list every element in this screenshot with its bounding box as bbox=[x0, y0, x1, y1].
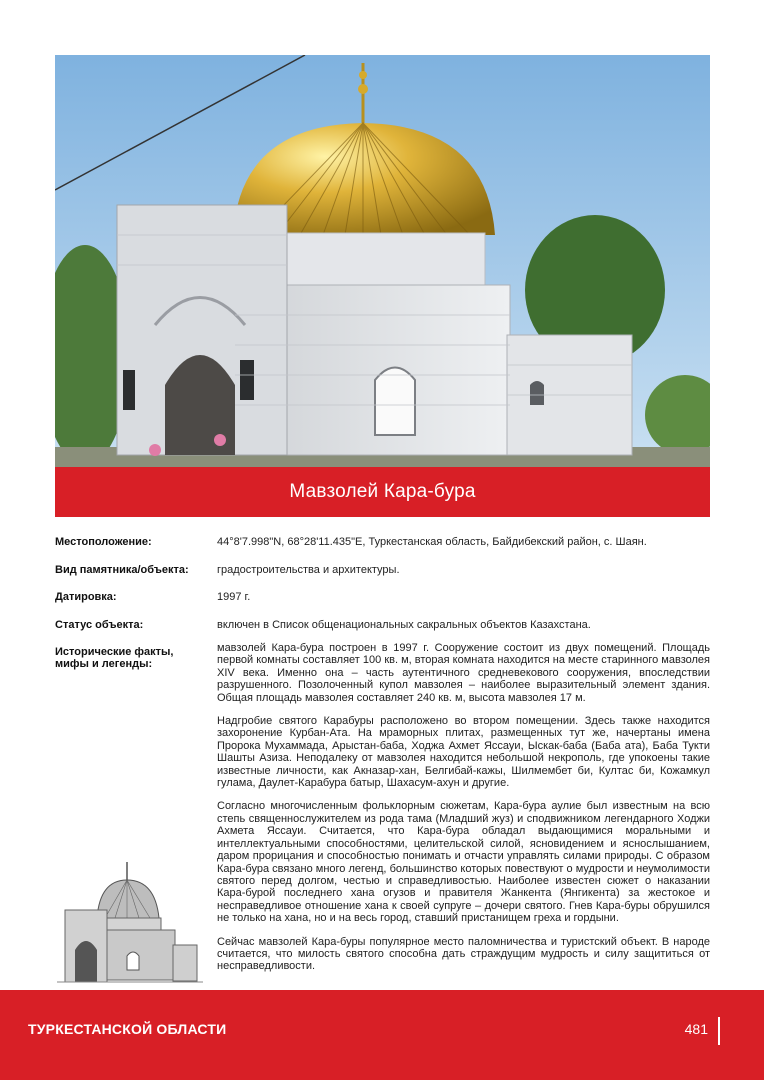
location-value: 44°8'7.998"N, 68°28'11.435"E, Туркестанская область, Байдибекский район, с. Шаян. bbox=[217, 536, 647, 548]
history-paragraph: Согласно многочисленным фольклорным сюжетам, Кара-бура аулие был известным на всю степь священнослужителем из рода тама (Младший жуз) и сподвижником легендарного Ходжи Ахмета Яссауи. Считается, что Кара-бура обладал выдающимися моральными и интеллектуальными способностями, целительской силой, ясновидением и яснослышанием, даром прорицания и способностью понимать и отчасти управлять силами природы. С образом Кара-бура связано много легенд, большинство которых повествуют о мудрости и неумолимости святого перед долгом, честью и справедливостью. Наиболее известен сюжет о наказании Кара-бурой последнего хана огузов и правителя Жанкента (Янгикента) за жестокое и несправедливое отношение хана к своей супруге – дочери святого. Гнев Кара-буры обрушился не только на хана, но и на весь город, ставший пристанищем греха и гордыни. bbox=[217, 800, 710, 925]
mausoleum-sketch bbox=[55, 860, 205, 990]
date-value: 1997 г. bbox=[217, 591, 251, 603]
history-paragraph: Сейчас мавзолей Кара-буры популярное место паломничества и туристский объект. В народе считается, что милость святого способна дать страждущим мудрость и силу защититься от несправедливости. bbox=[217, 935, 710, 973]
date-label: Датировка: bbox=[55, 591, 117, 603]
history-label: Исторические факты, мифы и легенды: bbox=[55, 646, 174, 671]
footer-divider bbox=[718, 1017, 720, 1045]
type-label: Вид памятника/объекта: bbox=[55, 564, 189, 576]
page-title: Мавзолей Кара-бура bbox=[55, 467, 710, 517]
history-paragraph: Надгробие святого Карабуры расположено во втором помещении. Здесь также находится захоронение Курбан-Ата. На мраморных плитах, размещенных тут же, начертаны имена Пророка Мухаммада, Арыстан-баба, Ходжа Ахмет Яссауи, Ыскак-баба (Баба ата), Баба Тукти Шашты Азиза. Неподалеку от мавзолея находится небольшой некрополь, где упокоены такие известные личности, как Акназар-хан, Белгибай-кажы, Шилмембет би, Култас би, Кожамкул гулама, Даулет-Карабура батыр, Шахасум-ахун и другие. bbox=[217, 715, 710, 790]
footer-band bbox=[0, 990, 764, 1080]
history-paragraph: мавзолей Кара-бура построен в 1997 г. Сооружение состоит из двух помещений. Площадь первой комнаты составляет 100 кв. м, вторая комната находится на месте старинного мавзолея XIV века. Именно она – часть аутентичного средневекового сооружения, впоследствии разрушенного. Позолоченный купол мавзолея – наиболее выразительный элемент здания. Общая площадь мавзолея составляет 240 кв. м, высота мавзолея 17 м. bbox=[217, 642, 710, 704]
location-label: Местоположение: bbox=[55, 536, 152, 548]
status-value: включен в Список общенациональных сакральных объектов Казахстана. bbox=[217, 619, 591, 631]
status-label: Статус объекта: bbox=[55, 619, 144, 631]
page-number: 481 bbox=[684, 1021, 708, 1037]
type-value: градостроительства и архитектуры. bbox=[217, 564, 400, 576]
footer-region: ТУРКЕСТАНСКОЙ ОБЛАСТИ bbox=[28, 1021, 227, 1037]
history-text bbox=[217, 642, 710, 984]
mausoleum-photo bbox=[55, 55, 710, 467]
